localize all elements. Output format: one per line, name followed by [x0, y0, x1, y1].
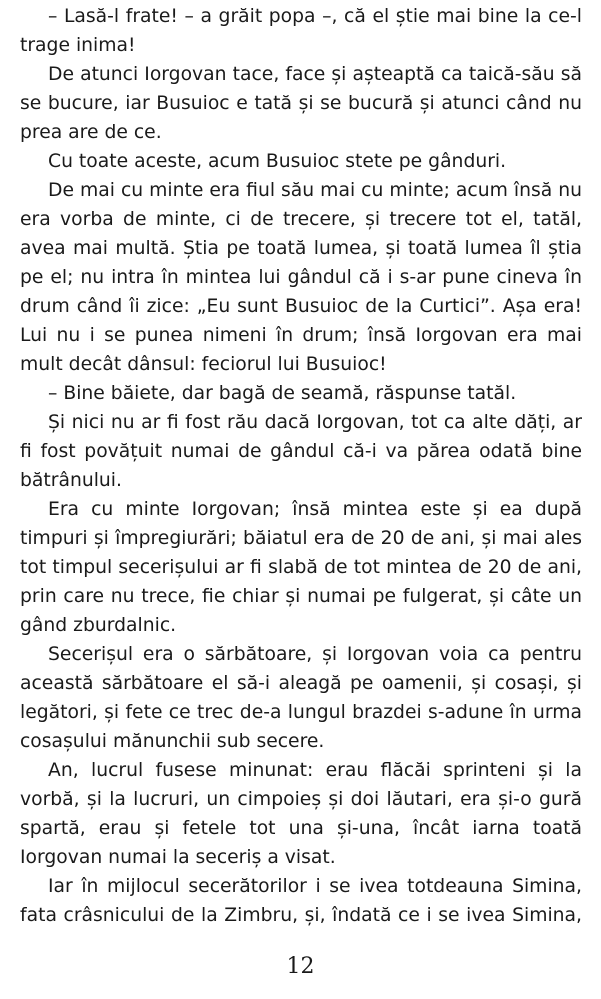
paragraph-2: De atunci Iorgovan tace, face și așteaptă ca taică-său să se bucure, iar Busuioc e tată și se bucură și atunci când nu prea are de ce. [20, 64, 582, 143]
paragraph-3: Cu toate aceste, acum Busuioc stete pe gânduri. [48, 151, 507, 172]
page-number: 12 [286, 954, 315, 979]
paragraph-10: Iar în mijlocul secerătorilor i se ivea totdeauna Simina, fata crâsnicului de la Zimbru, și, îndată ce i se ivea Simina, [20, 876, 582, 926]
paragraph-9: An, lucrul fusese minunat: erau flăcăi sprinteni și la vorbă, și la lucruri, un cimpoieș și doi lăutari, era și-o gură spartă, erau și fetele tot una și-una, încât iarna toată Iorgovan numai la seceriș a visat. [20, 760, 582, 868]
paragraph-1: – Lasă-l frate! – a grăit popa –, că el știe mai bine la ce-l trage inima! [20, 6, 582, 56]
body-text [20, 2, 582, 930]
paragraph-5: – Bine băiete, dar bagă de seamă, răspunse tatăl. [48, 383, 517, 404]
paragraph-8: Secerișul era o sărbătoare, și Iorgovan voia ca pentru această sărbătoare el să-i aleagă pe oamenii, și cosași, și legători, și fete ce trec de-a lungul brazdei s-adune în urma cosașului mănunchii sub secere. [20, 644, 582, 752]
paragraph-6: Și nici nu ar fi fost rău dacă Iorgovan, tot ca alte dăți, ar fi fost povățuit numai de gândul că-i va părea odată bine bătrânului. [20, 412, 582, 491]
paragraph-7: Era cu minte Iorgovan; însă mintea este și ea după timpuri și împregiurări; băiatul era de 20 de ani, și mai ales tot timpul secerișului ar fi slabă de tot mintea de 20 de ani, prin care nu trece, fie chiar și numai pe fulgerat, și câte un gând zburdalnic. [20, 499, 582, 636]
paragraph-4: De mai cu minte era fiul său mai cu minte; acum însă nu era vorba de minte, ci de trecere, și trecere tot el, tatăl, avea mai multă. Știa pe toată lumea, și toată lumea îl știa pe el; nu intra în mintea lui gândul că i s-ar pune cineva în drum când îi zice: „Eu sunt Busuioc de la Curtici”. Așa era! Lui nu i se punea nimeni în drum; însă Iorgovan era mai mult decât dânsul: feciorul lui Busuioc! [20, 180, 582, 375]
